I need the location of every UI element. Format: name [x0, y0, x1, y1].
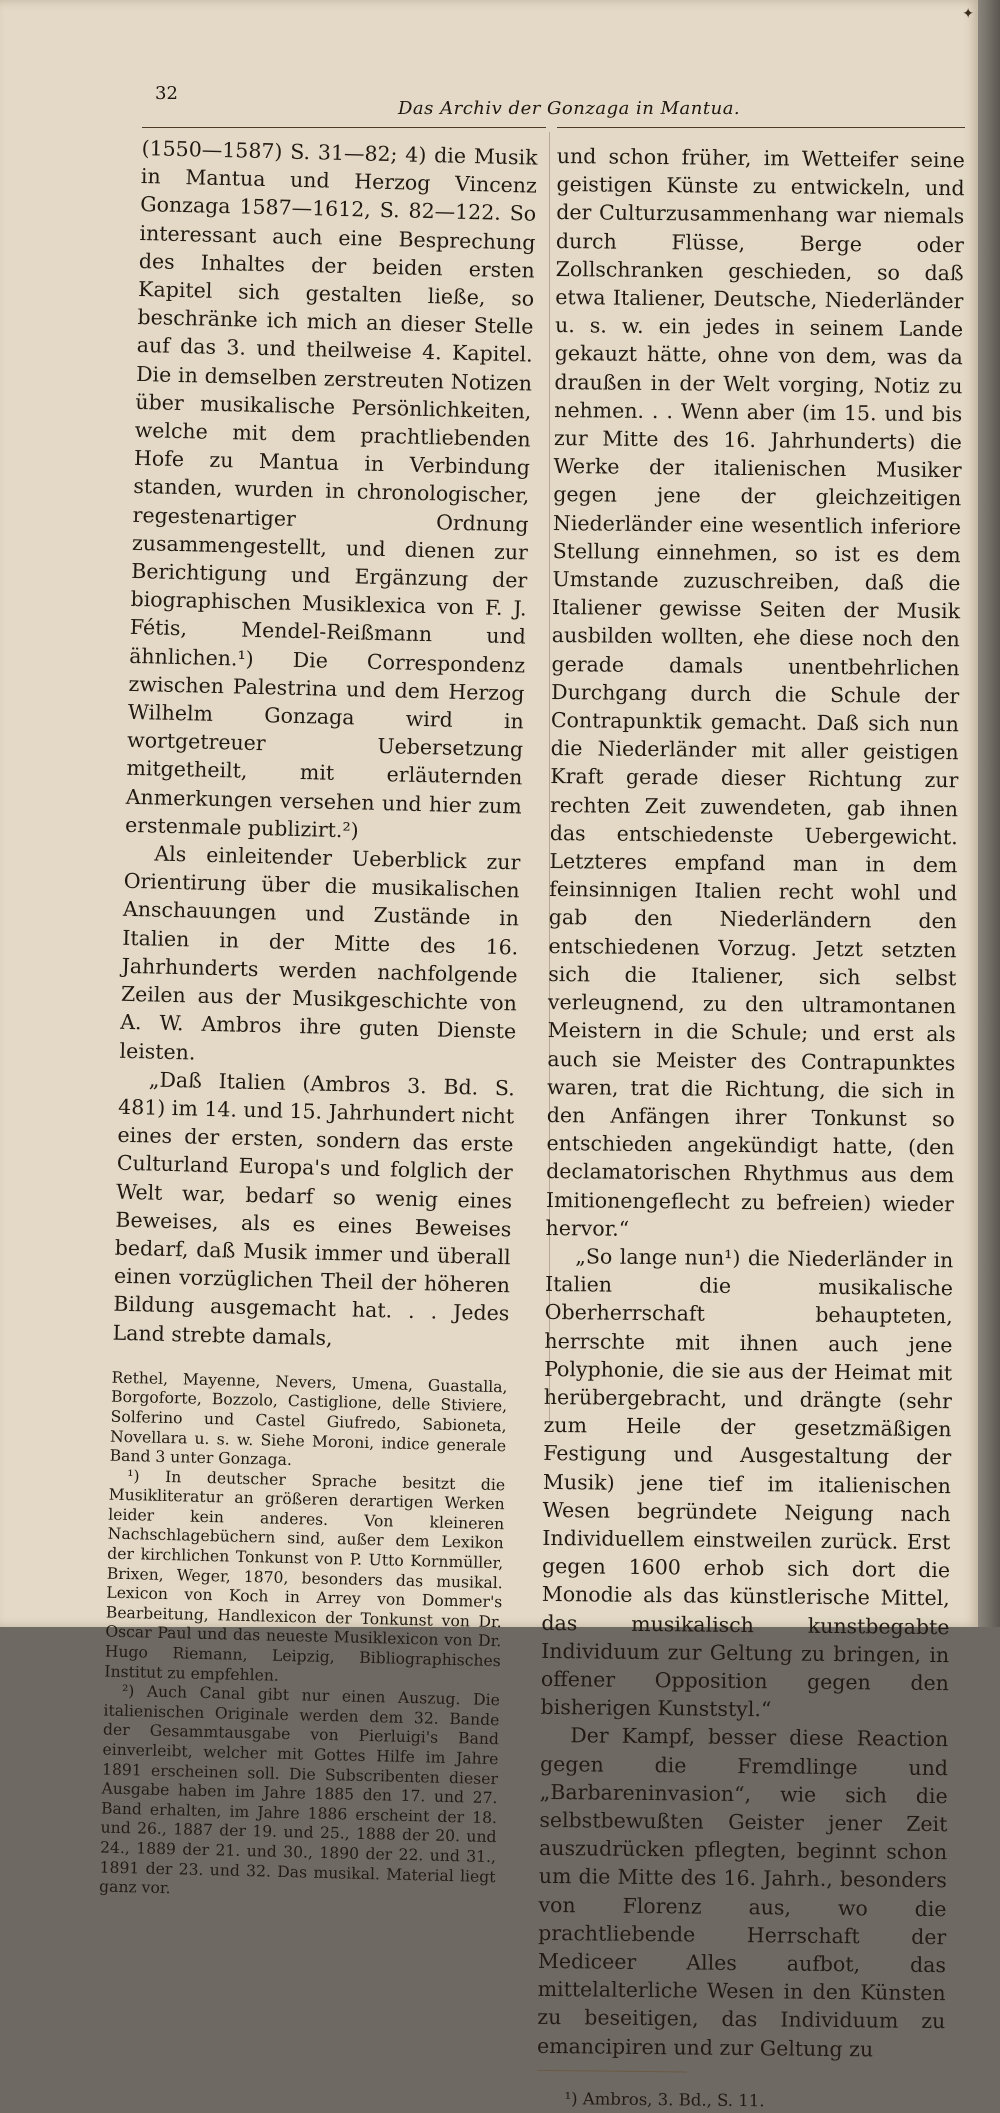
footnote-continuation: Rethel, Mayenne, Nevers, Umena, Guastalla, Borgoforte, Bozzolo, Castiglione, delle Stiviere, Solferino und Castel Giufredo, Sabioneta, Novellara u. s. w. Siehe Moroni, indice generale Band 3 unter Gonzaga. [109, 1368, 508, 1470]
left-paragraph: „Daß Italien (Ambros 3. Bd. S. 481) im 14. und 15. Jahrhundert nicht eines der ersten, sondern das erste Culturland Europa's und folglich der Welt war, bedarf so wenig eines Beweises, als es eines Beweises bedarf, daß Musik immer und überall einen vorzüglichen Theil der höheren Bildung ausgemacht hat. . . Jedes Land strebte damals, [112, 1067, 516, 1350]
footnote-separator [537, 2070, 687, 2073]
running-head: Das Archiv der Gonzaga in Mantua. [398, 98, 741, 119]
right-footnote: ¹) Ambros, 3. Bd., S. 11. [564, 2088, 765, 2111]
left-footnotes [99, 1368, 508, 1907]
page-number: 32 [155, 83, 178, 104]
footnote-2: ²) Auch Canal gibt nur einen Auszug. Die italienischen Originale werden dem 32. Bande der Gesammtausgabe von Pierluigi's Band einverleibt, welcher mit Gottes Hilfe im Jahre 1891 erscheinen soll. Die Subscribenten dieser Ausgabe haben im Jahre 1885 den 17. und 27. Band erhalten, im Jahre 1886 erscheint der 18. und 26., 1887 der 19. und 25., 1888 der 20. und 24., 1889 der 21. und 30., 1890 der 22. und 31., 1891 der 23. und 32. Das musikal. Material liegt ganz vor. [98, 1682, 501, 1898]
right-paragraph: und schon früher, im Wetteifer seine geistigen Künste zu entwickeln, und der Culturzusammenhang war niemals durch Flüsse, Berge oder Zollschranken geschieden, so daß etwa Italiener, Deutsche, Niederländer u. s. w. ein jedes in seinem Lande gekauzt hätte, ohne von dem, was da draußen in der Welt vorging, Notiz zu nehmen. . . Wenn aber (im 15. und bis zur Mitte des 16. Jahrhunderts) die Werke der italienischen Musiker gegen jene der gleichzeitigen Niederländer eine wesentlich inferiore Stellung einnehmen, so ist es dem Umstande zuzuschreiben, daß die Italiener gewisse Seiten der Musik ausbilden wollten, ehe diese noch den gerade damals unentbehrlichen Durchgang durch die Schule der Contrapunktik gemacht. Daß sich nun die Niederländer mit aller geistigen Kraft gerade dieser Richtung zur rechten Zeit zuwendeten, gab ihnen das entschiedenste Uebergewicht. Letzteres empfand man in dem feinsinnigen Italien recht wohl und gab den Niederländern den entschiedenen Vorzug. Jetzt setzten sich die Italiener, sich selbst verleugnend, zu den ultramontanen Meistern in die Schule; und erst als auch sie Meister des Contrapunktes waren, trat die Richtung, die sich in den Anfängen ihrer Tonkunst so entschieden angekündigt hatte, (den declamatorischen Rhythmus aus dem Imitionengeflecht zu befreien) wieder hervor.“ [545, 143, 965, 1241]
header-rule-left [142, 127, 546, 128]
footnote-1: ¹) In deutscher Sprache besitzt die Musikliteratur an größeren derartigen Werken leider kein anderes. Von kleineren Nachschlagebüchern sind, außer dem Lexikon der kirchlichen Tonkunst von P. Utto Kornmüller, Brixen, Weger, 1870, besonders das musikal. Lexicon von Koch in Arrey von Dommer's Bearbeitung, Handlexicon der Tonkunst von Dr. Oscar Paul und das neueste Musiklexicon von Dr. Hugo Riemann, Leipzig, Bibliographisches Institut zu empfehlen. [104, 1466, 506, 1685]
right-paragraph: „So lange nun¹) die Niederländer in Italien die musikalische Oberherrschaft behaupteten, herrschte mit ihnen auch jene Polyphonie, die sie aus der Heimat mit herübergebracht, und drängte (sehr zum Heile der gesetzmäßigen Festigung und Ausgestaltung der Musik) jene tief im italienischen Wesen begründete Neigung nach Individuellem einstweilen zurück. Erst gegen 1600 erhob sich dort die Monodie als das künstlerische Mittel, das musikalisch kunstbegabte Individuum zur Geltung zu bringen, in offener Opposition gegen den bisherigen Kunststyl.“ [540, 1244, 954, 1722]
header-rule-right [557, 127, 965, 128]
left-paragraph: (1550—1587) S. 31—82; 4) die Musik in Mantua und Herzog Vincenz Gonzaga 1587—1612, S. 82—122. So interessant auch eine Besprechung des Inhaltes der beiden ersten Kapitel sich gestalten ließe, so beschränke ich mich an dieser Stelle auf das 3. und theilweise 4. Kapitel. Die in demselben zerstreuten Notizen über musikalische Persönlichkeiten, welche mit dem prachtliebenden Hofe zu Mantua in Verbindung standen, wurden in chronologischer, regestenartiger Ordnung zusammengestellt, und dienen zur Berichtigung und Ergänzung der biographischen Musiklexica von F. J. Fétis, Mendel-Reißmann und ähnlichen.¹) Die Correspondenz zwischen Palestrina und dem Herzog Wilhelm Gonzaga wird in wortgetreuer Uebersetzung mitgetheilt, mit erläuternden Anmerkungen versehen und hier zum erstenmale publizirt.²) [124, 135, 538, 843]
right-paragraph: Der Kampf, besser diese Reaction gegen die Fremdlinge und „Barbareninvasion“, wie sich die selbstbewußten Geister jener Zeit auszudrücken pflegten, beginnt schon um die Mitte des 16. Jahrh., besonders von Florenz aus, wo die prachtliebende Herrschaft der Mediceer Alles aufbot, das mittelalterliche Wesen in den Künsten zu beseitigen, das Individuum zu emancipiren und zur Geltung zu [536, 1723, 949, 2062]
page-edge [978, 0, 1000, 1627]
left-paragraph: Als einleitender Ueberblick zur Orientirung über die musikalischen Anschauungen und Zustände in Italien in der Mitte des 16. Jahrhunderts werden nachfolgende Zeilen aus der Musikgeschichte von A. W. Ambros ihre guten Dienste leisten. [119, 841, 521, 1065]
left-column [99, 134, 538, 1907]
right-column [536, 142, 965, 2113]
corner-mark: ✦ [962, 6, 974, 22]
